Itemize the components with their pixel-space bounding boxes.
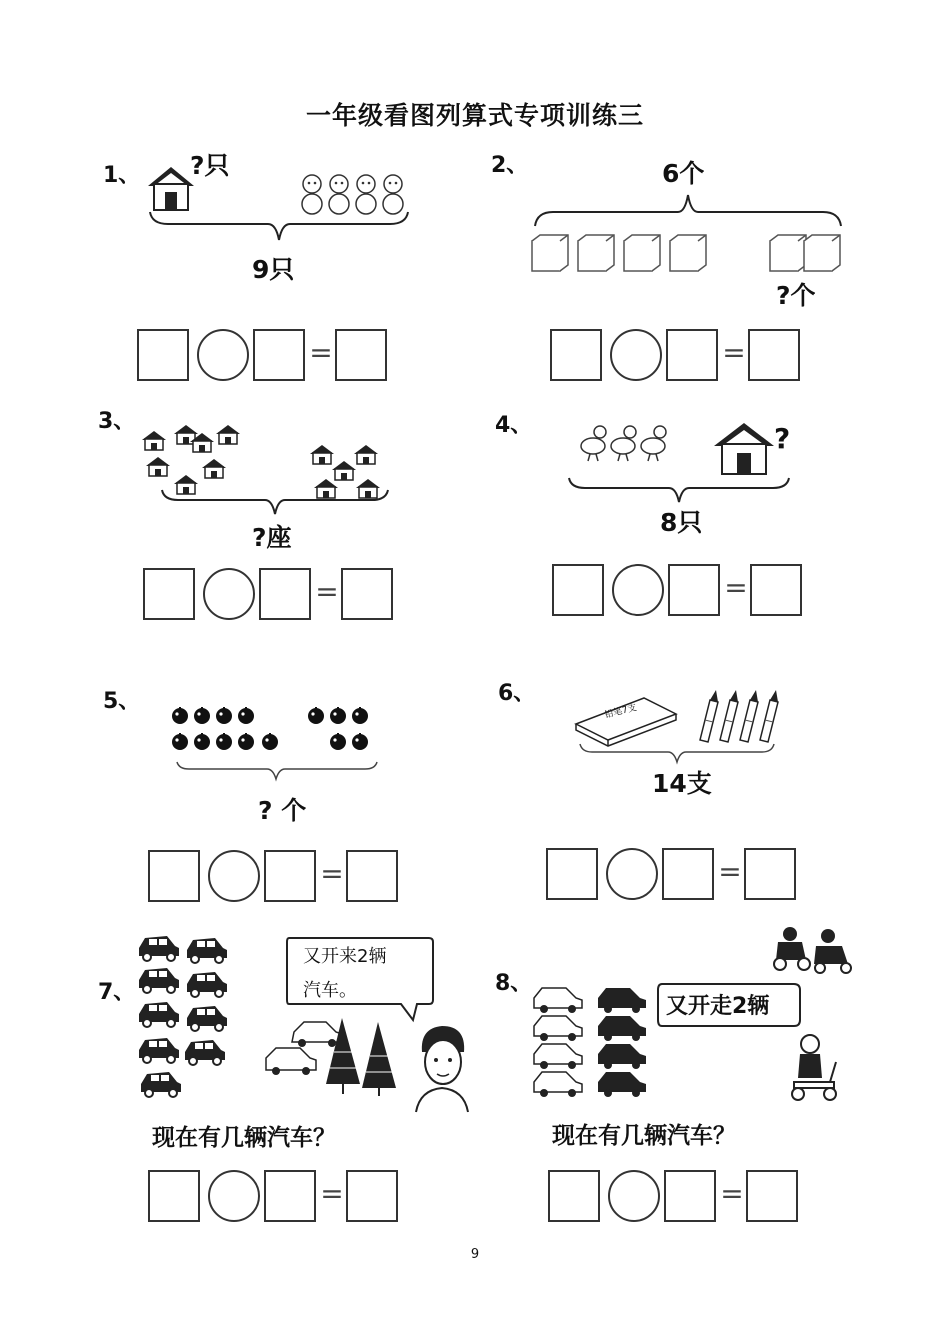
bubble-text: 又开走2辆 [666, 994, 770, 1019]
equals-sign: = [309, 336, 333, 369]
result-box[interactable] [744, 848, 796, 900]
problem-5-equation [148, 850, 418, 904]
problem-5-label-total: ? 个 [258, 796, 307, 825]
operator-circle[interactable] [197, 329, 249, 381]
motorcycles-icon [772, 924, 854, 974]
cars-group-icon [530, 982, 660, 1100]
operator-circle[interactable] [208, 850, 260, 902]
answer-box[interactable] [668, 564, 720, 616]
brace [148, 210, 410, 244]
answer-box[interactable] [143, 568, 195, 620]
equals-sign: = [720, 1177, 744, 1210]
worksheet-title: 一年级看图列算式专项训练三 [305, 101, 644, 130]
problem-2-number: 2、 [491, 153, 529, 178]
result-box[interactable] [341, 568, 393, 620]
equals-sign: = [718, 855, 742, 888]
problem-7-number: 7、 [98, 980, 136, 1005]
problem-2-label-part: ?个 [776, 281, 816, 310]
problem-3-label-total: ?座 [252, 523, 292, 552]
apples-group-icon [170, 705, 382, 755]
bubble-line-2: 汽车。 [303, 980, 357, 1001]
problem-4-number: 4、 [495, 413, 533, 438]
problem-5-number: 5、 [103, 689, 141, 714]
house-icon [146, 164, 196, 212]
answer-box[interactable] [546, 848, 598, 900]
boy-face-icon [412, 1022, 472, 1114]
brace [567, 476, 791, 506]
equals-sign: = [320, 1177, 344, 1210]
problem-6-label-total: 14支 [652, 769, 712, 798]
brace [578, 742, 776, 766]
answer-box[interactable] [137, 329, 189, 381]
operator-circle[interactable] [610, 329, 662, 381]
operator-circle[interactable] [208, 1170, 260, 1222]
answer-box[interactable] [552, 564, 604, 616]
ducks-group-icon [578, 420, 670, 462]
problem-6-number: 6、 [498, 681, 536, 706]
scooter-rider-icon [786, 1032, 842, 1102]
answer-box[interactable] [253, 329, 305, 381]
operator-circle[interactable] [203, 568, 255, 620]
cars-group-icon [135, 932, 235, 1102]
result-box[interactable] [746, 1170, 798, 1222]
problem-8-equation [548, 1170, 818, 1224]
problem-4-equation [552, 564, 822, 618]
answer-box[interactable] [548, 1170, 600, 1222]
equals-sign: = [722, 336, 746, 369]
answer-box[interactable] [264, 850, 316, 902]
cubes-group-icon [530, 233, 842, 273]
problem-6-equation [546, 848, 816, 902]
brace [533, 192, 843, 228]
problem-1-number: 1、 [103, 163, 141, 188]
cars-trees-scene-icon [264, 1012, 404, 1096]
result-box[interactable] [748, 329, 800, 381]
answer-box[interactable] [666, 329, 718, 381]
answer-box[interactable] [259, 568, 311, 620]
equals-sign: = [724, 571, 748, 604]
result-box[interactable] [346, 1170, 398, 1222]
answer-box[interactable] [662, 848, 714, 900]
problem-1-label-top: ?只 [190, 151, 230, 180]
answer-box[interactable] [148, 1170, 200, 1222]
problem-3-equation [143, 568, 413, 622]
problem-4-question-mark: ? [774, 422, 791, 455]
problem-4-label-total: 8只 [660, 508, 703, 537]
problem-7-equation [148, 1170, 418, 1224]
problem-7-question: 现在有几辆汽车？ [152, 1125, 336, 1151]
operator-circle[interactable] [608, 1170, 660, 1222]
result-box[interactable] [335, 329, 387, 381]
problem-1-equation [137, 329, 407, 383]
problem-1-label-total: 9只 [252, 255, 295, 284]
answer-box[interactable] [148, 850, 200, 902]
operator-circle[interactable] [606, 848, 658, 900]
pencils-group-icon [690, 686, 790, 744]
result-box[interactable] [750, 564, 802, 616]
answer-box[interactable] [264, 1170, 316, 1222]
problem-3-number: 3、 [98, 409, 136, 434]
page-number: 9 [470, 1247, 480, 1262]
problem-8-number: 8、 [495, 971, 533, 996]
answer-box[interactable] [664, 1170, 716, 1222]
equals-sign: = [315, 575, 339, 608]
problem-2-equation [550, 329, 820, 383]
brace [175, 760, 379, 782]
brace [160, 488, 390, 518]
result-box[interactable] [346, 850, 398, 902]
bubble-line-1: 又开来2辆 [303, 946, 387, 967]
house-icon [712, 420, 776, 476]
answer-box[interactable] [550, 329, 602, 381]
operator-circle[interactable] [612, 564, 664, 616]
problem-8-question: 现在有几辆汽车？ [552, 1123, 736, 1149]
problem-2-label-total: 6个 [662, 159, 705, 188]
pencil-box-label: 铅笔7支 [603, 703, 638, 721]
equals-sign: = [320, 857, 344, 890]
